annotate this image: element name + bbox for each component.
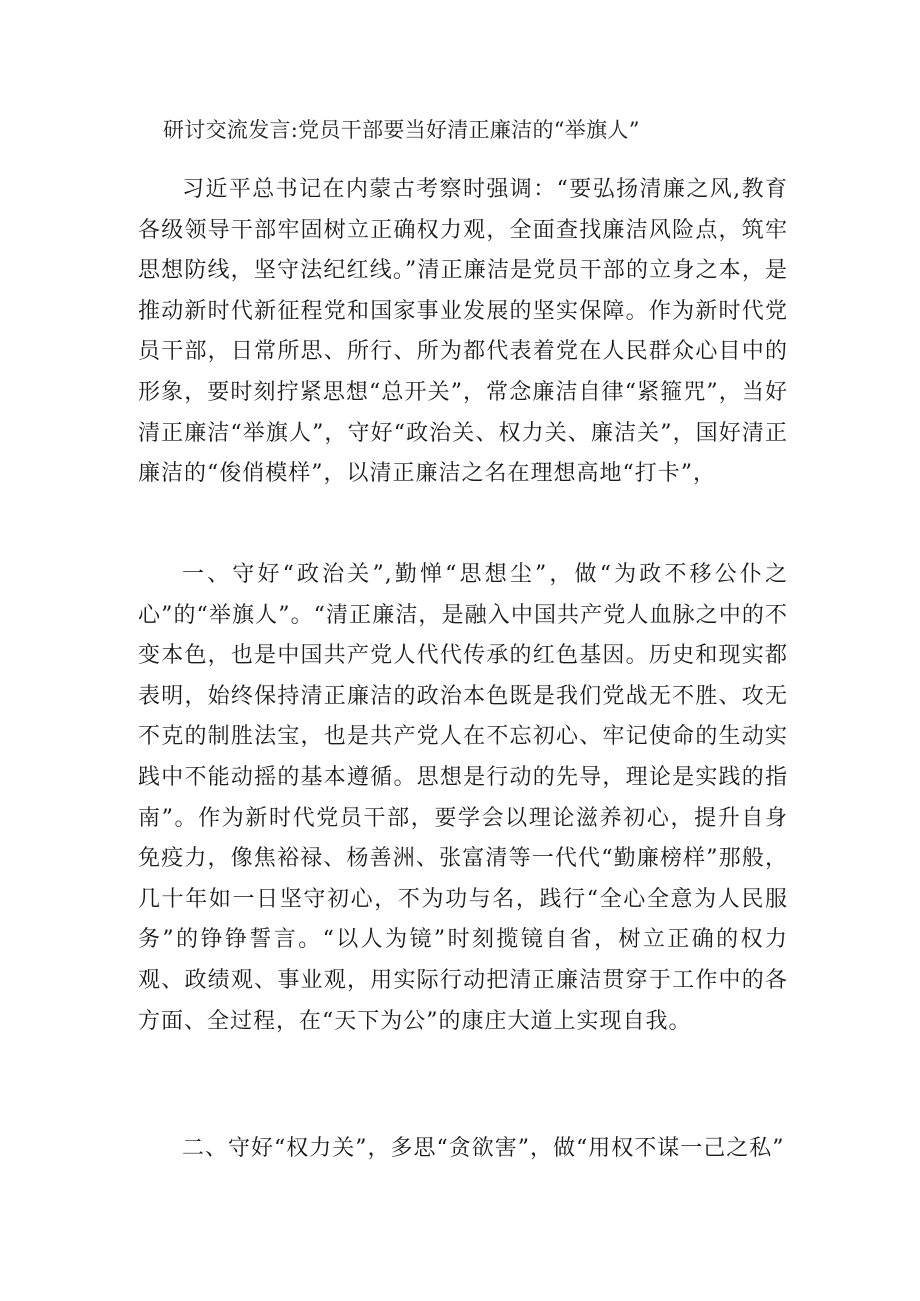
document-title: 研讨交流发言:党员干部要当好清正廉洁的“举旗人”	[163, 118, 640, 142]
paragraph-intro: 习近平总书记在内蒙古考察时强调：“要弘扬清廉之风,教育各级领导干部牢固树立正确权力观，全面查找廉洁风险点，筑牢思想防线，坚守法纪红线。”清正廉洁是党员干部的立身之本，是推动新时代新征程党和国家事业发展的坚实保障。作为新时代党员干部，日常所思、所行、所为都代表着党在人民群众心目中的形象，要时刻拧紧思想“总开关”，常念廉洁自律“紧箍咒”，当好清正廉洁“举旗人”，守好“政治关、权力关、廉洁关”，国好清正廉洁的“俊俏模样”，以清正廉洁之名在理想高地“打卡”，	[138, 177, 788, 487]
paragraph-section-two: 二、守好“权力关”，多思“贪欲害”，做“用权不谋一己之私”	[182, 1136, 785, 1161]
paragraph-section-one: 一、守好“政治关”,勤惮“思想尘”，做“为政不移公仆之心”的“举旗人”。“清正廉洁，是融入中国共产党人血脉之中的不变本色，也是中国共产党人代代传承的红色基因。历史和现实都表明，始终保持清正廉洁的政治本色既是我们党战无不胜、攻无不克的制胜法宝，也是共产党人在不忘初心、牢记使命的生动实践中不能动摇的基本遵循。思想是行动的先导，理论是实践的指南”。作为新时代党员干部，要学会以理论滋养初心，提升自身免疫力，像焦裕禄、杨善洲、张富清等一代代“勤廉榜样”那般，几十年如一日坚守初心，不为功与名，践行“全心全意为人民服务”的铮铮誓言。“以人为镜”时刻揽镜自省，树立正确的权力观、政绩观、事业观，用实际行动把清正廉洁贯穿于工作中的各方面、全过程，在“天下为公”的康庄大道上实现自我。	[138, 562, 788, 1034]
